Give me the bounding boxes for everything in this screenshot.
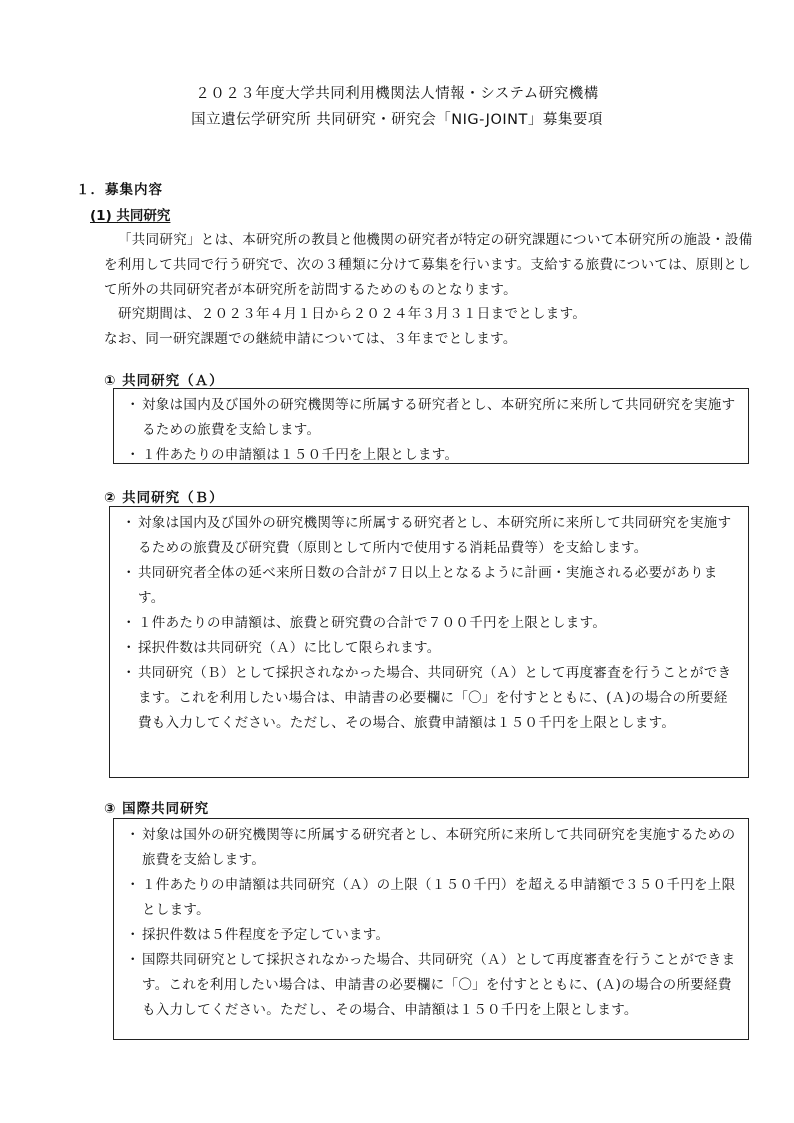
list-item: ・ 対象は国内及び国外の研究機関等に所属する研究者とし、本研究所に来所して共同研究を実施するための旅費及び研究費（原則として所内で使用する消耗品費等）を支給します。: [122, 511, 740, 561]
item-box-international-joint-research: [113, 818, 749, 1040]
list-item: ・ １件あたりの申請額は、旅費と研究費の合計で７００千円を上限とします。: [122, 611, 740, 636]
list-item: ・ 共同研究者全体の延べ来所日数の合計が７日以上となるように計画・実施される必要があります。: [122, 561, 740, 611]
list-item: ・ 対象は国内及び国外の研究機関等に所属する研究者とし、本研究所に来所して共同研究を実施するための旅費を支給します。: [126, 393, 740, 443]
item-box-joint-research-a: [113, 388, 749, 464]
list-item: ・ 採択件数は共同研究（Ａ）に比して限られます。: [122, 636, 740, 661]
list-item: ・ １件あたりの申請額は共同研究（Ａ）の上限（１５０千円）を超える申請額で３５０千円を上限とします。: [126, 873, 740, 923]
joint-research-description: 「共同研究」とは、本研究所の教員と他機関の研究者が特定の研究課題について本研究所の施設・設備を利用して共同で行う研究で、次の３種類に分けて募集を行います。支給する旅費については、原則として所外の共同研究者が本研究所を訪問するためのものとなります。: [104, 232, 753, 298]
title-line-2: 国立遺伝学研究所 共同研究・研究会「NIG-JOINT」募集要項: [191, 112, 603, 128]
list-item: ・ 採択件数は５件程度を予定しています。: [126, 923, 740, 948]
subsection-heading-joint-research: (1) 共同研究: [90, 208, 171, 224]
item-box-joint-research-b: [109, 506, 749, 778]
section-heading-recruitment: １．募集内容: [76, 182, 163, 198]
item-heading-joint-research-b: ② 共同研究（Ｂ）: [104, 490, 224, 506]
title-line-1: ２０２３年度大学共同利用機関法人情報・システム研究機構: [195, 86, 599, 102]
research-period-text: 研究期間は、２０２３年４月１日から２０２４年３月３１日までとします。: [118, 306, 587, 322]
continuation-text: なお、同一研究課題での継続申請については、３年までとします。: [104, 331, 517, 347]
list-item: ・ 共同研究（Ｂ）として採択されなかった場合、共同研究（Ａ）として再度審査を行うことができます。これを利用したい場合は、申請書の必要欄に「〇」を付すとともに、(Ａ)の場合の所要経費も入力してください。ただし、その場合、旅費申請額は１５０千円を上限とします。: [122, 661, 740, 736]
item-heading-international-joint-research: ③ 国際共同研究: [104, 801, 210, 817]
list-item: ・ 国際共同研究として採択されなかった場合、共同研究（Ａ）として再度審査を行うことができます。これを利用したい場合は、申請書の必要欄に「〇」を付すとともに、(Ａ)の場合の所要経費も入力してください。ただし、その場合、申請額は１５０千円を上限とします。: [126, 948, 740, 1023]
item-heading-joint-research-a: ① 共同研究（Ａ）: [104, 373, 224, 389]
list-item: ・ 対象は国外の研究機関等に所属する研究者とし、本研究所に来所して共同研究を実施するための旅費を支給します。: [126, 823, 740, 873]
list-item: ・ １件あたりの申請額は１５０千円を上限とします。: [126, 443, 740, 468]
document-title: [0, 81, 794, 133]
